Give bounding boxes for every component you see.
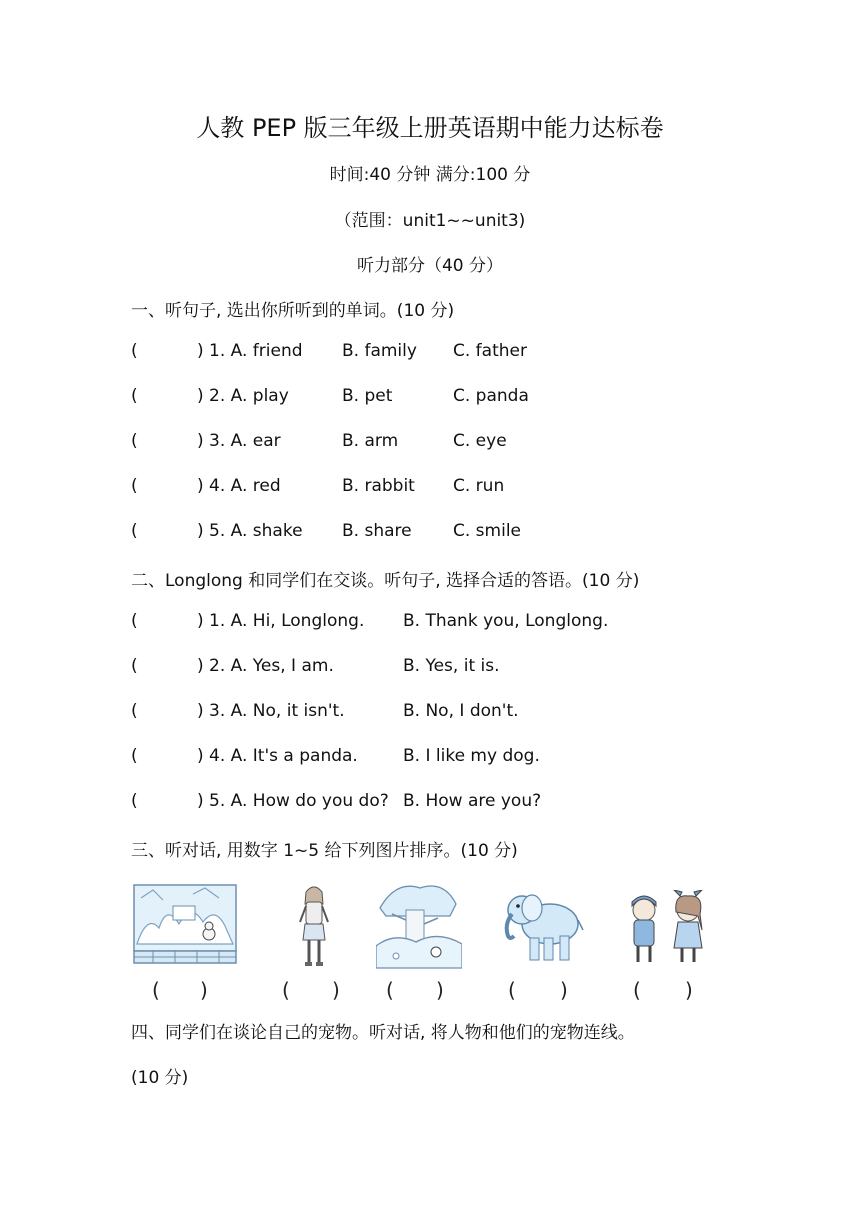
option-b: B. Thank you, Longlong. [403,611,609,631]
answer-blank-open: ( [131,476,138,496]
elephant-picture [500,888,584,964]
option-a: ) 2. A. Yes, I am. [197,656,334,676]
girl-picture [296,884,332,968]
option-c: C. father [453,341,527,361]
section3-heading: 三、听对话, 用数字 1~5 给下列图片排序。(10 分) [131,841,518,861]
answer-blank-open: ( [131,746,138,766]
section4-heading: 四、同学们在谈论自己的宠物。听对话, 将人物和他们的宠物连线。 [131,1023,635,1043]
exam-range: （范围：unit1~~unit3) [334,211,526,231]
page-title: 人教 PEP 版三年级上册英语期中能力达标卷 [196,114,664,142]
answer-blank-open: ( [131,656,138,676]
option-b: B. arm [342,431,399,451]
option-b: B. rabbit [342,476,415,496]
option-a: ) 4. A. red [197,476,281,496]
option-b: B. share [342,521,412,541]
section1-heading: 一、听句子, 选出你所听到的单词。(10 分) [131,301,455,321]
option-b: B. pet [342,386,393,406]
answer-blank-open: ( [131,431,138,451]
section4-score: (10 分) [131,1068,189,1088]
option-a: ) 4. A. It's a panda. [197,746,358,766]
snow-scene-picture [133,884,237,966]
option-c: C. eye [453,431,507,451]
option-a: ) 1. A. Hi, Longlong. [197,611,365,631]
option-c: C. run [453,476,505,496]
option-a: ) 3. A. No, it isn't. [197,701,345,721]
answer-blank-open: ( [131,341,138,361]
option-a: ) 1. A. friend [197,341,303,361]
option-a: ) 5. A. How do you do? [197,791,389,811]
tree-snow-picture [376,880,462,970]
answer-blank-open: ( [131,791,138,811]
part-heading: 听力部分（40 分） [356,256,504,276]
option-b: B. Yes, it is. [403,656,500,676]
option-a: ) 5. A. shake [197,521,303,541]
option-b: B. I like my dog. [403,746,540,766]
exam-info: 时间:40 分钟 满分:100 分 [329,165,531,185]
option-c: C. panda [453,386,529,406]
option-b: B. No, I don't. [403,701,519,721]
answer-blank-open: ( [131,521,138,541]
option-a: ) 2. A. play [197,386,289,406]
option-b: B. How are you? [403,791,542,811]
section2-heading: 二、Longlong 和同学们在交谈。听句子, 选择合适的答语。(10 分) [131,571,640,591]
answer-blank-open: ( [131,701,138,721]
answer-blank-open: ( [131,611,138,631]
answer-blank-open: ( [131,386,138,406]
two-children-picture [624,890,714,966]
option-b: B. family [342,341,417,361]
option-a: ) 3. A. ear [197,431,281,451]
option-c: C. smile [453,521,521,541]
